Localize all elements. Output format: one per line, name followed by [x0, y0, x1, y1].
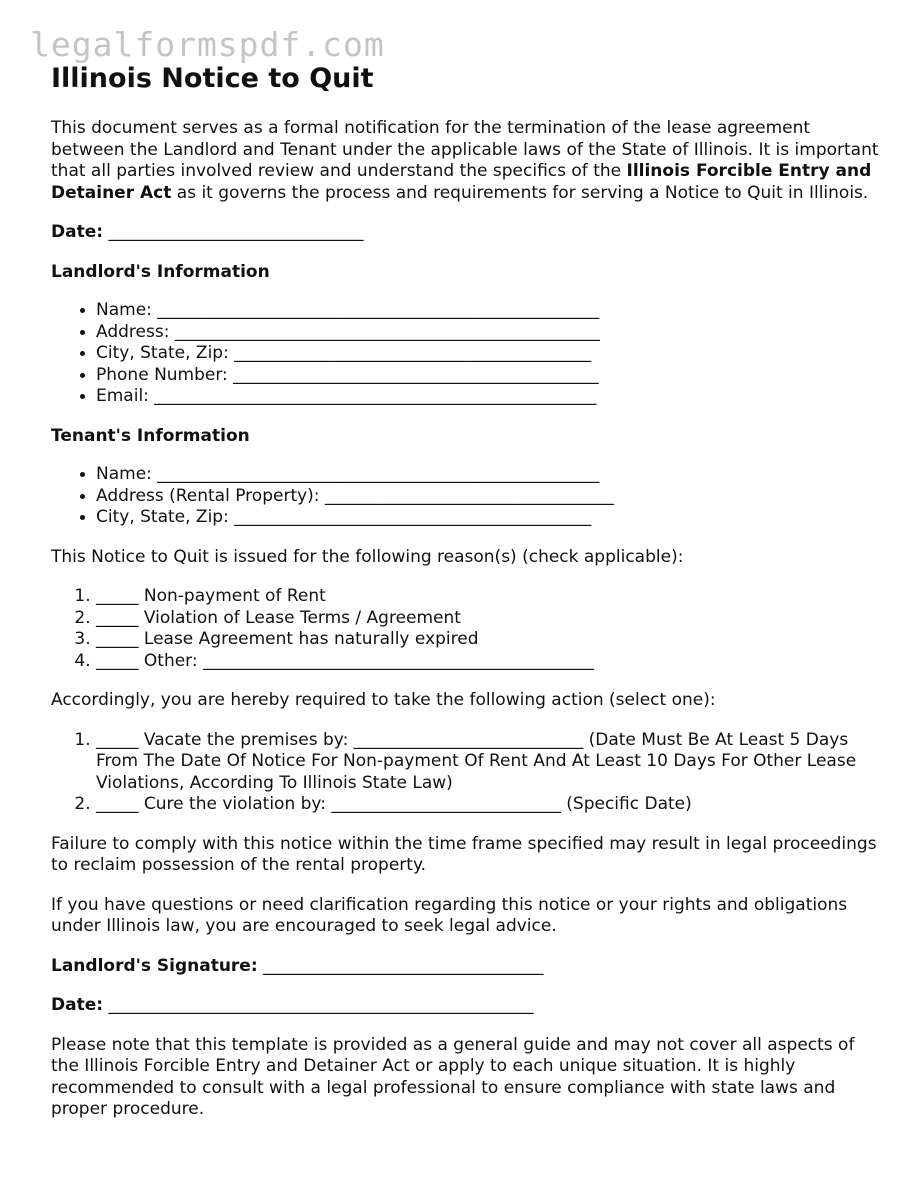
failure-paragraph: Failure to comply with this notice within the time frame specified may result in legal proceedings to reclaim possession of the rental property.	[51, 833, 877, 875]
landlord-address-field[interactable]: • Address: __________________________________________________	[96, 322, 881, 344]
actions-list	[51, 730, 881, 816]
watermark: legalformspdf.com	[30, 25, 385, 64]
landlord-signature-field[interactable]	[51, 956, 881, 978]
reason-violation[interactable]: 2. _____ Violation of Lease Terms / Agreement	[96, 608, 881, 630]
intro-paragraph	[51, 118, 881, 204]
landlord-phone-field[interactable]: • Phone Number: ___________________________________________	[96, 365, 881, 387]
reason-nonpayment[interactable]: 1. _____ Non-payment of Rent	[96, 586, 881, 608]
action-cure[interactable]: 2. _____ Cure the violation by: ___________________________ (Specific Date)	[96, 794, 881, 816]
disclaimer-paragraph: Please note that this template is provided as a general guide and may not cover all aspects of the Illinois Forcible Entry and Detainer Act or apply to each unique situation. It is highly recommended to consult with a legal professional to ensure compliance with state laws and proper procedure.	[51, 1034, 855, 1119]
actions-prompt: Accordingly, you are hereby required to take the following action (select one):	[51, 690, 716, 710]
reason-other[interactable]: 4. _____ Other: ______________________________________________	[96, 651, 881, 673]
signature-date-label: Date:	[51, 995, 104, 1015]
date-label: Date:	[51, 222, 104, 242]
signature-label: Landlord's Signature:	[51, 955, 258, 976]
signature-date-blank: __________________________________________________	[108, 995, 534, 1015]
tenant-city-state-zip-field[interactable]: • City, State, Zip: __________________________________________	[96, 507, 881, 529]
date-field[interactable]	[51, 222, 881, 244]
landlord-email-field[interactable]: • Email: ____________________________________________________	[96, 386, 881, 408]
date-blank: ______________________________	[108, 222, 364, 242]
intro-act-name: Illinois Forcible Entry and Detainer Act	[51, 161, 872, 203]
reasons-prompt: This Notice to Quit is issued for the following reason(s) (check applicable):	[51, 546, 684, 567]
action-vacate[interactable]: 1. _____ Vacate the premises by: ___________________________ (Date Must Be At Least 5 Days From The Date Of Notice For Non-payment Of Rent And At Least 10 Days For Other Lease Violations, According To Illinois State Law)	[96, 730, 881, 795]
intro-text-part2: as it governs the process and requirements for serving a Notice to Quit in Illinois.	[171, 182, 869, 203]
landlord-city-state-zip-field[interactable]: • City, State, Zip: __________________________________________	[96, 343, 881, 365]
landlord-name-field[interactable]: • Name: ____________________________________________________	[96, 300, 881, 322]
landlord-fields-list	[51, 300, 881, 408]
tenant-name-field[interactable]: • Name: ____________________________________________________	[96, 464, 881, 486]
tenant-heading: Tenant's Information	[51, 425, 250, 446]
intro-text-part1: This document serves as a formal notification for the termination of the lease agreement between the Landlord and Tenant under the applicable laws of the State of Illinois. It is important that all parties involved review and understand the specifics of the	[51, 118, 879, 181]
reasons-list	[51, 586, 881, 672]
questions-paragraph: If you have questions or need clarification regarding this notice or your rights and obligations under Illinois law, you are encouraged to seek legal advice.	[51, 894, 848, 936]
tenant-fields-list	[51, 464, 881, 529]
document-page	[51, 62, 881, 1139]
signature-blank: _________________________________	[263, 955, 544, 976]
reason-expired[interactable]: 3. _____ Lease Agreement has naturally expired	[96, 629, 881, 651]
landlord-heading: Landlord's Information	[51, 261, 270, 282]
signature-date-field[interactable]	[51, 995, 881, 1017]
tenant-address-field[interactable]: • Address (Rental Property): __________________________________	[96, 486, 881, 508]
page-title: Illinois Notice to Quit	[51, 63, 374, 94]
